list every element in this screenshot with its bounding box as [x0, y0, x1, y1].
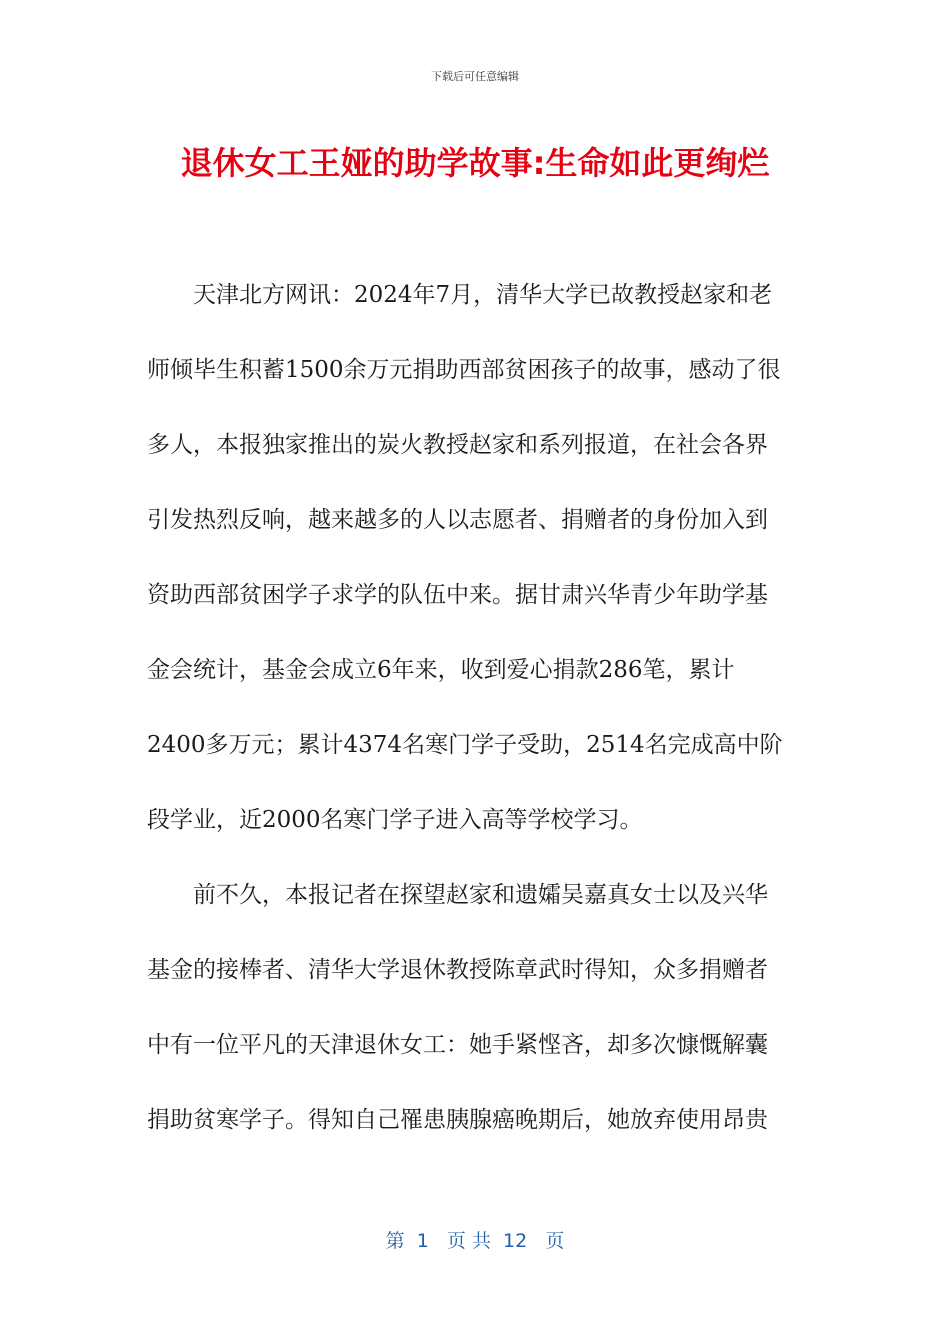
page-footer: 第 1 页 共 12 页 [385, 1230, 565, 1252]
paragraph-line: 天津北方网讯：2024年7月，清华大学已故教授赵家和老 [193, 282, 773, 308]
paragraph-line: 中有一位平凡的天津退休女工：她手紧悭吝，却多次慷慨解囊 [147, 1032, 768, 1058]
paragraph-line: 引发热烈反响，越来越多的人以志愿者、捐赠者的身份加入到 [147, 507, 768, 533]
header-note: 下载后可任意编辑 [431, 70, 519, 83]
page-title: 退休女工王娅的助学故事:生命如此更绚烂 [180, 144, 770, 182]
paragraph-1 [147, 258, 807, 858]
paragraph-line: 基金的接棒者、清华大学退休教授陈章武时得知，众多捐赠者 [147, 957, 768, 983]
paragraph-2 [147, 858, 807, 1158]
paragraph-line: 2400多万元；累计4374名寒门学子受助，2514名完成高中阶 [147, 732, 783, 758]
paragraph-line: 前不久，本报记者在探望赵家和遗孀吴嘉真女士以及兴华 [193, 882, 768, 908]
paragraph-line: 金会统计，基金会成立6年来，收到爱心捐款286笔，累计 [147, 657, 735, 683]
paragraph-line: 师倾毕生积蓄1500余万元捐助西部贫困孩子的故事，感动了很 [147, 357, 781, 383]
paragraph-line: 段学业，近2000名寒门学子进入高等学校学习。 [147, 807, 643, 833]
paragraph-line: 资助西部贫困学子求学的队伍中来。据甘肃兴华青少年助学基 [147, 582, 768, 608]
paragraph-line: 多人，本报独家推出的炭火教授赵家和系列报道，在社会各界 [147, 432, 768, 458]
paragraph-line: 捐助贫寒学子。得知自己罹患胰腺癌晚期后，她放弃使用昂贵 [147, 1107, 768, 1133]
